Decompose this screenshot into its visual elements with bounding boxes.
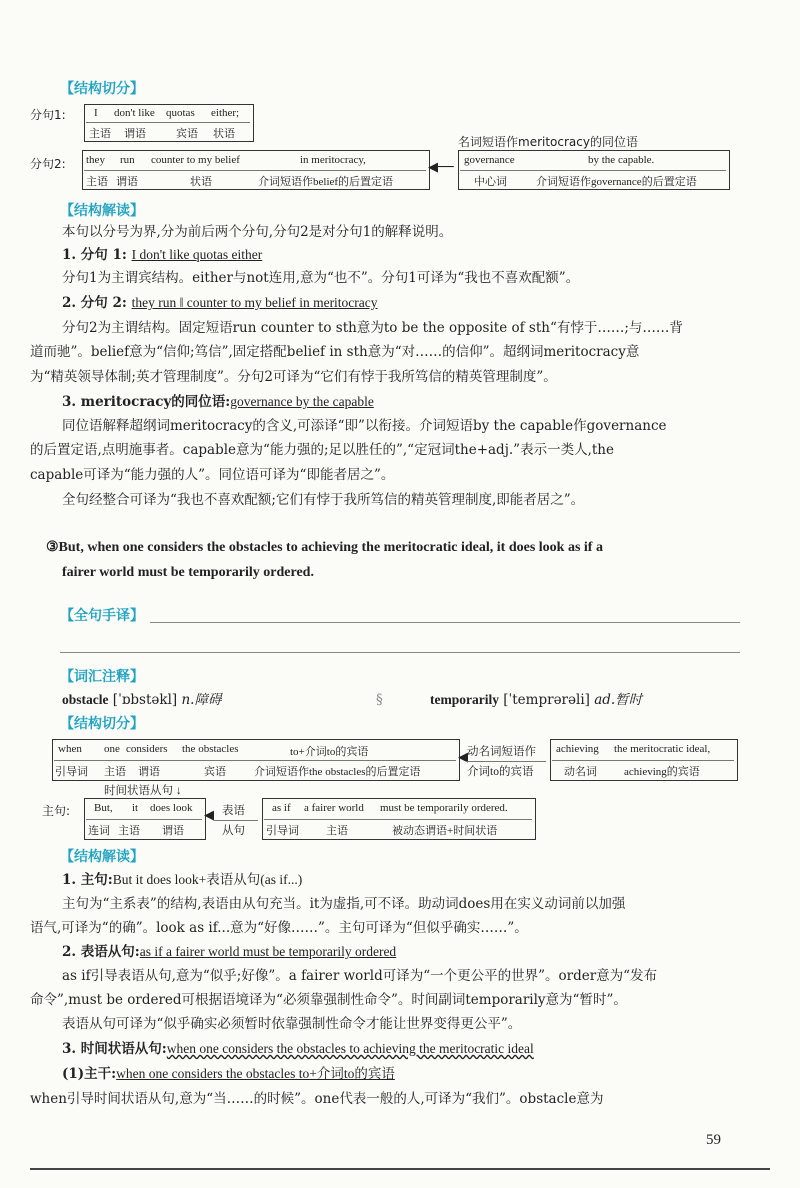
diagram-word: the meritocratic ideal, (614, 743, 711, 755)
arrow-left-icon: ◀ (458, 750, 468, 765)
appositive-note: 名词短语作meritocracy的同位语 (458, 135, 638, 149)
diagram-role: 连词 (88, 825, 110, 837)
diagram-role: 谓语 (162, 825, 184, 837)
diagram-role: achieving的宾语 (624, 766, 700, 778)
diagram-role: 状语 (213, 128, 235, 140)
diagram-role: 宾语 (204, 766, 226, 778)
subheading: 2. 分句 2: they run ‖ counter to my belief in meritocracy (62, 295, 378, 311)
main-clause-label: 主句: (42, 804, 71, 818)
diagram-word: when (58, 743, 82, 755)
paragraph: 分句2为主谓结构。固定短语run counter to sth意为to be the opposite of sth“有悖于……;与……背 (62, 320, 683, 336)
section-header-structure: 【结构切分】 (60, 716, 144, 732)
diagram-word: it (132, 802, 139, 814)
diagram-role: 主语 (326, 825, 348, 837)
diagram-word: must be temporarily ordered. (380, 802, 508, 814)
diagram-role: 宾语 (176, 128, 198, 140)
diagram-note: 表语 (222, 805, 245, 817)
diagram-word: don't like (114, 107, 155, 119)
diagram-note: 介词to的宾语 (467, 766, 534, 778)
page-number: 59 (706, 1132, 721, 1148)
vocab-entry-temporarily: temporarily [ˈtemprərəli] ad.暂时 (430, 692, 643, 708)
diagram-role: 主语 (104, 766, 126, 778)
paragraph: 的后置定语,点明施事者。capable意为“能力强的;足以胜任的”,“定冠词the+adj.”表示一类人,the (30, 442, 614, 458)
diagram-word: to+介词to的宾语 (290, 746, 369, 758)
diagram-role: 中心词 (474, 176, 507, 188)
section-header-reading: 【结构解读】 (60, 849, 144, 865)
diagram-word: a fairer world (304, 802, 364, 814)
paragraph: 为“精英领导体制;英才管理制度”。分句2可译为“它们有悖于我所笃信的精英管理制度”。 (30, 369, 557, 385)
paragraph: 语气,可译为“的确”。look as if...意为“好像……”。主句可译为“但似乎确实……”。 (30, 920, 528, 936)
diagram-note: 时间状语从句 ↓ (104, 785, 182, 797)
arrow-down-icon: ↓ (175, 785, 182, 797)
paragraph: 分句1为主谓宾结构。either与not连用,意为“也不”。分句1可译为“我也不喜欢配额”。 (62, 270, 580, 286)
paragraph: 道而驰”。belief意为“信仰;笃信”,固定搭配belief in sth意为“对……的信仰”。超纲词meritocracy意 (30, 344, 640, 360)
diagram-role: 主语 (118, 825, 140, 837)
diagram-note: 动名词短语作 (467, 746, 536, 758)
sentence-3-line-1: ③But, when one considers the obstacles to achieving the meritocratic ideal, it does look as if a (46, 540, 603, 555)
translation-line-2[interactable] (60, 652, 740, 653)
diagram-word: in meritocracy, (300, 154, 366, 166)
subheading: 1. 主句:But it does look+表语从句(as if...) (62, 872, 303, 888)
diagram-role: 主语 (86, 176, 108, 188)
vocab-bullet-icon: § (376, 692, 383, 708)
diagram-role: 谓语 (124, 128, 146, 140)
diagram-word: does look (150, 802, 193, 814)
paragraph: 主句为“主系表”的结构,表语由从句充当。it为虚指,可不译。助动词does用在实义动词前以加强 (62, 896, 626, 912)
arrow-left-icon: ◀── (428, 160, 454, 175)
arrow-left-icon: ◀ (204, 808, 214, 823)
diagram-word: considers (126, 743, 168, 755)
clause-1-label: 分句1: (30, 108, 66, 122)
diagram-role: 介词短语作the obstacles的后置定语 (254, 766, 421, 778)
diagram-role: 引导词 (266, 825, 299, 837)
diagram-role: 动名词 (564, 766, 597, 778)
paragraph: 表语从句可译为“似乎确实必须暂时依靠强制性命令才能让世界变得更公平”。 (62, 1016, 522, 1032)
page-footer-rule (30, 1168, 770, 1170)
diagram-word: they (86, 154, 105, 166)
diagram-note: 从句 (222, 825, 245, 837)
diagram-role: 谓语 (138, 766, 160, 778)
diagram-word: as if (272, 802, 291, 814)
diagram-word: counter to my belief (151, 154, 240, 166)
sentence-3-line-2: fairer world must be temporarily ordered. (62, 565, 314, 580)
diagram-word: achieving (556, 743, 599, 755)
diagram-role: 谓语 (116, 176, 138, 188)
diagram-word: by the capable. (588, 154, 655, 166)
diagram-role: 主语 (89, 128, 111, 140)
diagram-word: either; (211, 107, 240, 119)
diagram-role: 状语 (190, 176, 212, 188)
paragraph: 本句以分号为界,分为前后两个分句,分句2是对分句1的解释说明。 (62, 224, 453, 240)
diagram-word: the obstacles (182, 743, 239, 755)
diagram-role: 引导词 (55, 766, 88, 778)
section-header-reading: 【结构解读】 (60, 203, 144, 219)
diagram-word: one (104, 743, 120, 755)
clause-2-label: 分句2: (30, 157, 66, 171)
translation-line-1[interactable] (150, 622, 740, 623)
subheading: (1)主干:when one considers the obstacles to+介词to的宾语 (62, 1066, 395, 1082)
diagram-role: 被动态谓语+时间状语 (392, 825, 498, 837)
subheading: 3. meritocracy的同位语:governance by the capable (62, 394, 374, 410)
section-header-translation: 【全句手译】 (60, 608, 144, 624)
vocab-entry-obstacle: obstacle [ˈɒbstəkl] n.障碍 (62, 692, 222, 708)
subheading: 3. 时间状语从句:when one considers the obstacles to achieving the meritocratic ideal (62, 1041, 534, 1057)
diagram-word: quotas (166, 107, 195, 119)
diagram-word: I (94, 107, 98, 119)
paragraph: as if引导表语从句,意为“似乎;好像”。a fairer world可译为“一个更公平的世界”。order意为“发布 (62, 968, 658, 984)
diagram-word: But, (94, 802, 113, 814)
paragraph: capable可译为“能力强的人”。同位语可译为“即能者居之”。 (30, 467, 395, 483)
diagram-role: 介词短语作governance的后置定语 (536, 176, 697, 188)
section-header-vocab: 【词汇注释】 (60, 669, 144, 685)
diagram-word: run (120, 154, 135, 166)
paragraph: 同位语解释超纲词meritocracy的含义,可添译“即”以衔接。介词短语by the capable作governance (62, 418, 667, 434)
paragraph: 命令”,must be ordered可根据语境译为“必须靠强制性命令”。时间副词temporarily意为“暂时”。 (30, 992, 627, 1008)
paragraph: 全句经整合可译为“我也不喜欢配额;它们有悖于我所笃信的精英管理制度,即能者居之”。 (62, 492, 585, 508)
diagram-role: 介词短语作belief的后置定语 (258, 176, 394, 188)
paragraph: when引导时间状语从句,意为“当……的时候”。one代表一般的人,可译为“我们”。obstacle意为 (30, 1091, 604, 1107)
section-header-structure: 【结构切分】 (60, 81, 144, 97)
diagram-word: governance (464, 154, 515, 166)
subheading: 1. 分句 1: I don't like quotas either (62, 247, 263, 263)
subheading: 2. 表语从句:as if a fairer world must be temporarily ordered (62, 944, 397, 960)
